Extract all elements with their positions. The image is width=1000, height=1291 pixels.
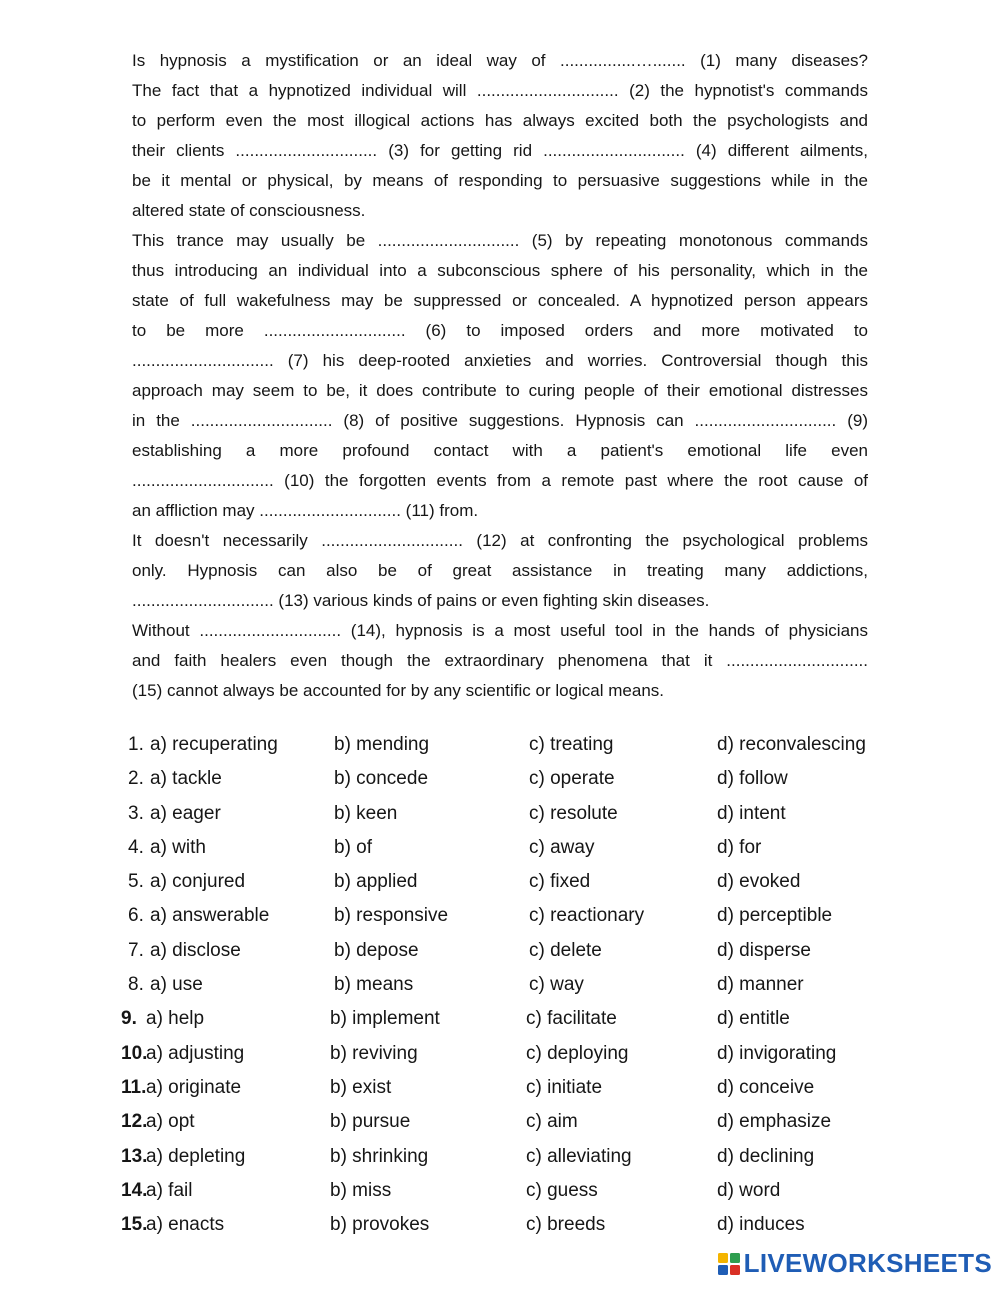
option-row	[121, 1071, 908, 1105]
option-a: a) tackle	[150, 768, 222, 790]
option-d: d) intent	[717, 802, 786, 824]
option-a: a) with	[150, 836, 206, 858]
question-number: 15.	[121, 1214, 148, 1236]
option-a: a) eager	[150, 802, 221, 824]
passage-line: This trance may usually be .............................. (5) by repeating monotonous commands	[132, 231, 868, 250]
option-a: a) conjured	[150, 871, 246, 893]
option-d: d) conceive	[717, 1076, 815, 1098]
option-d: d) entitle	[717, 1008, 790, 1030]
option-row	[121, 1140, 908, 1174]
option-b: b) of	[334, 836, 373, 858]
option-b: b) implement	[330, 1008, 440, 1030]
option-b: b) responsive	[334, 905, 449, 927]
option-b: b) means	[334, 974, 414, 996]
passage-line: establishing a more profound contact with a patient's emotional life even	[132, 441, 868, 460]
option-row	[121, 1105, 908, 1139]
option-a: a) fail	[146, 1179, 193, 1201]
passage-line: .............................. (7) his deep-rooted anxieties and worries. Controversial though this	[132, 351, 868, 370]
answer-options	[121, 728, 908, 1242]
question-number: 4.	[128, 836, 144, 858]
question-number: 5.	[128, 871, 144, 893]
question-number: 11.	[121, 1076, 147, 1098]
option-a: a) answerable	[150, 905, 270, 927]
option-a: a) recuperating	[150, 734, 278, 755]
option-row	[128, 934, 908, 968]
option-d: d) for	[717, 836, 762, 858]
option-a: a) originate	[146, 1076, 242, 1098]
passage-line: .............................. (13) various kinds of pains or even fighting skin diseases.	[132, 591, 710, 610]
question-number: 10.	[121, 1042, 148, 1064]
option-c: c) guess	[526, 1179, 598, 1201]
question-number: 8.	[128, 974, 144, 996]
question-number: 6.	[128, 905, 144, 927]
option-d: d) invigorating	[717, 1042, 837, 1064]
option-c: c) reactionary	[529, 905, 645, 927]
option-d: d) evoked	[717, 871, 801, 893]
option-d: d) manner	[717, 974, 804, 996]
passage-line: in the .............................. (8) of positive suggestions. Hypnosis can .............................. (9)	[132, 411, 868, 430]
option-d: d) induces	[717, 1214, 805, 1236]
liveworksheets-brand[interactable]	[718, 1248, 992, 1279]
option-row	[128, 831, 908, 865]
option-b: b) applied	[334, 871, 418, 893]
passage-line: approach may seem to be, it does contribute to curing people of their emotional distresses	[132, 381, 868, 400]
option-d: d) reconvalescing	[717, 734, 866, 755]
option-row	[121, 1208, 908, 1242]
passage-line: an affliction may .............................. (11) from.	[132, 501, 479, 520]
option-b: b) exist	[330, 1076, 392, 1098]
passage-line: to be more .............................. (6) to imposed orders and more motivated to	[132, 321, 868, 340]
option-b: b) shrinking	[330, 1145, 429, 1167]
passage-text	[132, 46, 868, 706]
option-row	[128, 899, 908, 933]
option-a: a) enacts	[146, 1214, 225, 1236]
passage-line: .............................. (10) the forgotten events from a remote past where the root cause of	[132, 471, 868, 490]
option-a: a) disclose	[150, 939, 241, 961]
passage-line: It doesn't necessarily .............................. (12) at confronting the psychological problems	[132, 531, 868, 550]
option-c: c) breeds	[526, 1214, 606, 1236]
passage-line: thus introducing an individual into a subconscious sphere of his personality, which in the	[132, 261, 868, 280]
option-c: c) fixed	[529, 871, 591, 893]
option-b: b) mending	[334, 734, 430, 755]
option-c: c) facilitate	[526, 1008, 617, 1030]
passage-line: altered state of consciousness.	[132, 201, 366, 220]
option-c: c) deploying	[526, 1042, 629, 1064]
option-c: c) alleviating	[526, 1145, 632, 1167]
passage-line: and faith healers even though the extraordinary phenomena that it ..............................	[132, 651, 868, 670]
question-number: 2.	[128, 768, 144, 790]
passage-line: only. Hypnosis can also be of great assistance in treating many addictions,	[132, 561, 868, 580]
option-b: b) provokes	[330, 1214, 430, 1236]
passage-line: to perform even the most illogical actions has always excited both the psychologists and	[132, 111, 868, 130]
option-a: a) help	[146, 1008, 205, 1030]
question-number: 12.	[121, 1111, 148, 1133]
option-b: b) reviving	[330, 1042, 418, 1064]
option-b: b) pursue	[330, 1111, 411, 1133]
option-b: b) keen	[334, 802, 398, 824]
option-row	[121, 1037, 908, 1071]
option-d: d) disperse	[717, 939, 811, 961]
passage-line: state of full wakefulness may be suppressed or concealed. A hypnotized person appears	[132, 291, 868, 310]
question-number: 3.	[128, 802, 144, 824]
option-a: a) opt	[146, 1111, 195, 1133]
passage-line: be it mental or physical, by means of responding to persuasive suggestions while in the	[132, 171, 868, 190]
option-a: a) adjusting	[146, 1042, 245, 1064]
option-a: a) depleting	[146, 1145, 246, 1167]
option-a: a) use	[150, 974, 203, 996]
option-b: b) miss	[330, 1179, 392, 1201]
option-c: c) resolute	[529, 802, 618, 824]
option-row	[121, 1174, 908, 1208]
option-row	[121, 1002, 908, 1036]
option-c: c) initiate	[526, 1076, 603, 1098]
option-b: b) concede	[334, 768, 429, 790]
passage-line: Without .............................. (14), hypnosis is a most useful tool in the hands of physicians	[132, 621, 868, 640]
question-number: 7.	[128, 939, 144, 961]
option-row	[128, 762, 908, 796]
liveworksheets-logo-icon	[718, 1253, 740, 1275]
question-number: 14.	[121, 1179, 148, 1201]
option-d: d) emphasize	[717, 1111, 832, 1133]
option-c: c) delete	[529, 939, 602, 961]
option-c: c) aim	[526, 1111, 578, 1133]
option-c: c) treating	[529, 734, 614, 755]
option-c: c) away	[529, 836, 595, 858]
question-number: 13.	[121, 1145, 148, 1167]
option-b: b) depose	[334, 939, 419, 961]
passage-line: (15) cannot always be accounted for by any scientific or logical means.	[132, 681, 664, 700]
option-d: d) declining	[717, 1145, 815, 1167]
option-row	[128, 865, 908, 899]
option-d: d) perceptible	[717, 905, 833, 927]
option-row	[128, 797, 908, 831]
brand-name: LIVEWORKSHEETS	[743, 1248, 992, 1278]
question-number: 9.	[121, 1008, 137, 1030]
passage-line: Is hypnosis a mystification or an ideal way of ................…....... (1) many diseases?	[132, 51, 868, 70]
passage-line: their clients .............................. (3) for getting rid .............................. (4) different ailments,	[132, 141, 868, 160]
option-d: d) follow	[717, 768, 788, 790]
option-c: c) operate	[529, 768, 615, 790]
passage-line: The fact that a hypnotized individual will .............................. (2) the hypnotist's commands	[132, 81, 868, 100]
question-number: 1.	[128, 734, 144, 755]
option-row	[128, 728, 908, 762]
option-c: c) way	[529, 974, 584, 996]
option-row	[128, 968, 908, 1002]
option-d: d) word	[717, 1179, 781, 1201]
